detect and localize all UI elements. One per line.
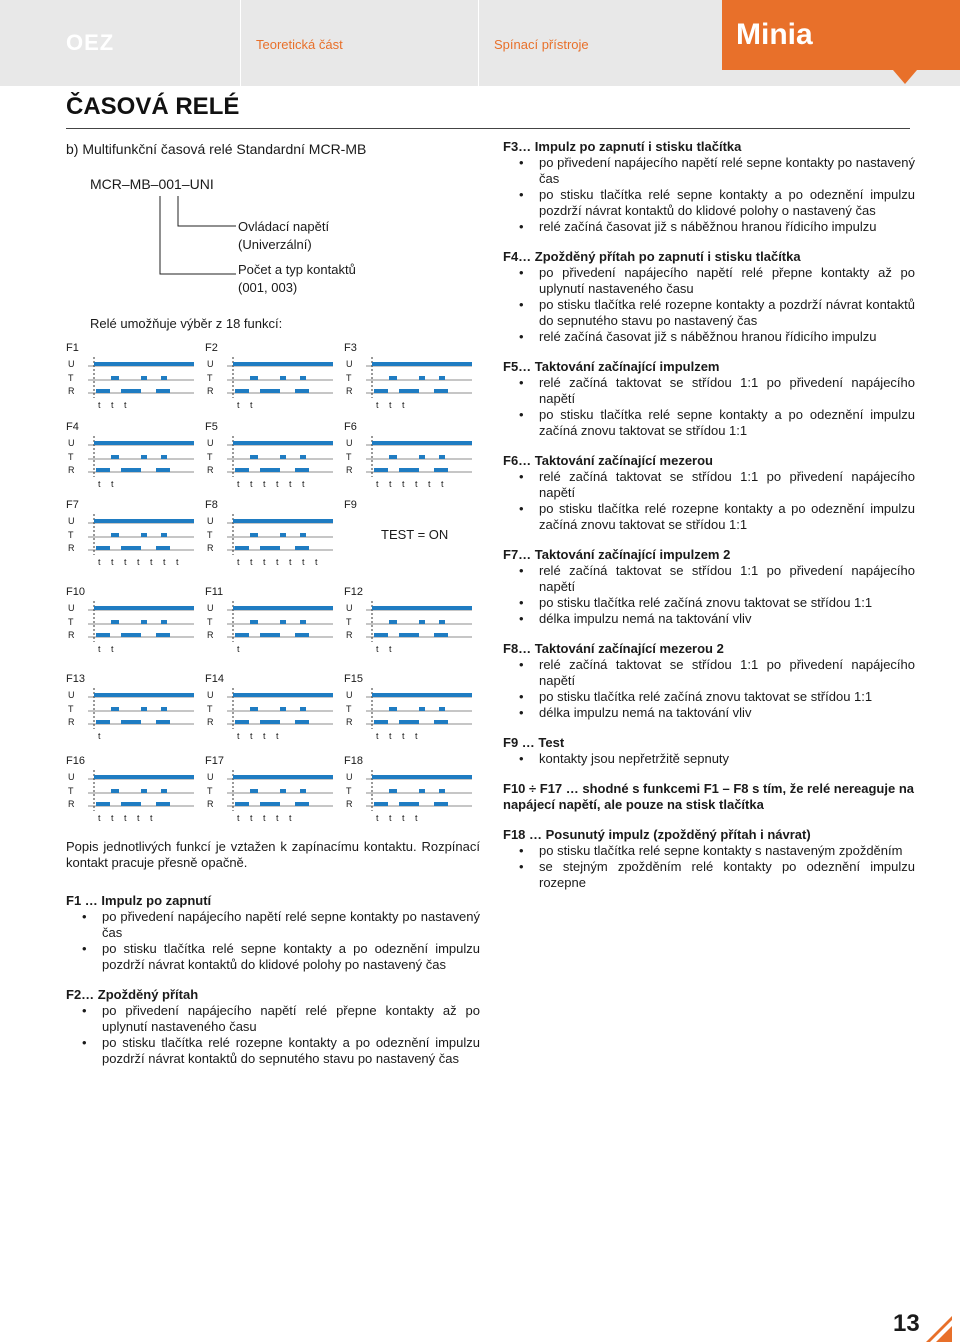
time-mark: t [263,479,266,489]
callout-contacts-line2: (001, 003) [238,280,298,295]
bullet-list [503,843,915,891]
time-mark: t [263,731,266,741]
timing-diagram-f10 [66,586,194,666]
time-mark: t [137,813,140,823]
time-mark: t [402,813,405,823]
function-heading: F3… Impulz po zapnutí i stisku tlačítka [503,139,742,154]
axis-label-r: R [68,386,75,396]
axis-label-t: T [207,452,213,462]
left-section [66,893,480,973]
diagram-label: F3 [344,342,357,354]
bullet-item: • po stisku tlačítka relé začíná znovu taktovat se střídou 1:1 [503,595,915,611]
time-mark: t [124,400,127,410]
bullet-item: • po stisku tlačítka relé rozepne kontakty a pozdrží návrat kontaktů do sepnutého stavu po nastavený čas [503,297,915,329]
time-mark: t [402,479,405,489]
time-mark: t [237,479,240,489]
axis-label-r: R [207,630,214,640]
time-mark: t [163,557,166,567]
axis-label-r: R [68,630,75,640]
time-mark: t [98,644,101,654]
bullet-item: • po stisku tlačítka relé sepne kontakty a po odeznění impulzu pozdrží návrat kontaktů do klidové polohy po nastavený čas [66,941,480,973]
callout-contacts-line1: Počet a typ kontaktů [238,262,356,277]
axis-label-t: T [207,617,213,627]
timing-waveform [205,673,333,753]
brand-label: Minia [736,18,813,51]
timing-diagram-f2 [205,342,333,422]
diagram-label: F8 [205,499,218,511]
axis-label-u: U [68,516,75,526]
time-mark: t [402,400,405,410]
axis-label-t: T [68,704,74,714]
timing-diagram-f6 [344,421,472,501]
bullet-item: • po přivedení napájecího napětí relé sepne kontakty po nastavený čas [503,155,915,187]
time-mark: t [441,479,444,489]
timing-diagram-f16 [66,755,194,835]
time-mark: t [376,813,379,823]
time-mark: t [250,400,253,410]
time-mark: t [250,479,253,489]
time-mark: t [111,479,114,489]
section-heading: b) Multifunkční časová relé Standardní MCR-MB [66,141,367,157]
time-mark: t [389,479,392,489]
timing-diagram-f1 [66,342,194,422]
right-section [503,139,915,235]
time-mark: t [389,400,392,410]
bullet-item: • po stisku tlačítka relé rozepne kontakty a po odeznění impulzu začíná znovu taktovat se střídou 1:1 [503,501,915,533]
axis-label-u: U [68,603,75,613]
axis-label-u: U [207,603,214,613]
function-heading: F8… Taktování začínající mezerou 2 [503,641,724,656]
timing-diagram-f14 [205,673,333,753]
time-mark: t [415,731,418,741]
diagram-label: F9 [344,499,357,511]
diagram-label: F10 [66,586,85,598]
page-number: 13 [893,1310,920,1337]
axis-label-t: T [346,373,352,383]
page-title: ČASOVÁ RELÉ [66,93,240,120]
time-mark: t [415,479,418,489]
function-heading: F9 … Test [503,735,565,750]
time-mark: t [263,813,266,823]
axis-label-u: U [68,359,75,369]
time-mark: t [376,400,379,410]
time-mark: t [111,644,114,654]
bullet-item: • se stejným zpožděním relé kontakty po odeznění impulzu rozepne [503,859,915,891]
time-mark: t [402,731,405,741]
bullet-item: • relé začíná taktovat se střídou 1:1 po přivedení napájecího napětí [503,563,915,595]
bullet-item: • po stisku tlačítka relé rozepne kontakty a po odeznění impulzu pozdrží návrat kontaktů do sepnutého stavu po nastavený čas [66,1035,480,1067]
title-divider [66,128,910,129]
axis-label-t: T [68,530,74,540]
time-mark: t [289,813,292,823]
timing-waveform [205,755,333,835]
axis-label-r: R [346,630,353,640]
axis-label-r: R [207,465,214,475]
function-heading: F4… Zpožděný přítah po zapnutí i stisku tlačítka [503,249,801,264]
time-mark: t [124,557,127,567]
axis-label-u: U [346,690,353,700]
axis-label-r: R [68,465,75,475]
axis-label-r: R [68,799,75,809]
axis-label-u: U [346,359,353,369]
axis-label-u: U [346,438,353,448]
timing-waveform [66,755,194,835]
right-section [503,641,915,721]
timing-waveform [205,421,333,501]
axis-label-t: T [346,786,352,796]
axis-label-t: T [207,530,213,540]
corner-arrow-icon [926,1316,952,1342]
bullet-item: • po stisku tlačítka relé sepne kontakty s nastaveným zpožděním [503,843,915,859]
right-section [503,453,915,533]
time-mark: t [276,731,279,741]
bullet-list [503,563,915,627]
timing-diagram-f18 [344,755,472,835]
timing-waveform [66,342,194,422]
callout-contacts [238,262,356,296]
bullet-item: • relé začíná časovat již s náběžnou hranou řídicího impulzu [503,329,915,345]
timing-diagram-f15 [344,673,472,753]
right-section [503,547,915,627]
bullet-item: • po stisku tlačítka relé začíná znovu taktovat se střídou 1:1 [503,689,915,705]
brand-tab [722,0,960,70]
diagram-label: F13 [66,673,85,685]
axis-label-t: T [207,373,213,383]
timing-diagram-f4 [66,421,194,501]
bullet-item: • po stisku tlačítka relé sepne kontakty a po odeznění impulzu začíná znovu taktovat se střídou 1:1 [503,407,915,439]
bullet-list [66,1003,480,1067]
axis-label-r: R [346,799,353,809]
time-mark: t [376,644,379,654]
nav-switching[interactable]: Spínací přístroje [494,37,589,52]
timing-diagram-f12 [344,586,472,666]
axis-label-u: U [207,359,214,369]
axis-label-r: R [346,465,353,475]
timing-waveform [344,586,472,666]
function-heading: F5… Taktování začínající impulzem [503,359,720,374]
timing-diagram-f3 [344,342,472,422]
note-text: Popis jednotlivých funkcí je vztažen k zapínacímu kontaktu. Rozpínací kontakt pracuje přesně opačně. [66,839,480,870]
bullet-item: • relé začíná taktovat se střídou 1:1 po přivedení napájecího napětí [503,469,915,501]
timing-waveform [66,586,194,666]
axis-label-r: R [68,543,75,553]
diagram-label: F7 [66,499,79,511]
oez-logo: OEZ [66,30,115,55]
axis-label-r: R [207,386,214,396]
function-heading: F7… Taktování začínající impulzem 2 [503,547,731,562]
bullet-list [503,265,915,345]
time-mark: t [137,557,140,567]
time-mark: t [237,644,240,654]
time-mark: t [124,813,127,823]
time-mark: t [98,731,101,741]
bullet-list [503,469,915,533]
diagram-label: F17 [205,755,224,767]
time-mark: t [389,731,392,741]
axis-label-r: R [68,717,75,727]
timing-diagram-f8 [205,499,333,579]
axis-label-u: U [346,603,353,613]
bullet-list [503,155,915,235]
bullet-item: • kontakty jsou nepřetržitě sepnuty [503,751,915,767]
axis-label-r: R [346,386,353,396]
right-section [503,781,915,813]
time-mark: t [428,479,431,489]
timing-waveform [344,421,472,501]
right-section [503,249,915,345]
timing-diagram-f13 [66,673,194,753]
bullet-item: • relé začíná taktovat se střídou 1:1 po přivedení napájecího napětí [503,657,915,689]
time-mark: t [237,557,240,567]
bullet-list [503,751,915,767]
time-mark: t [98,400,101,410]
diagram-label: F4 [66,421,79,433]
bullet-item: • po přivedení napájecího napětí relé sepne kontakty po nastavený čas [66,909,480,941]
bullet-list [503,375,915,439]
axis-label-r: R [207,717,214,727]
time-mark: t [176,557,179,567]
axis-label-r: R [207,543,214,553]
axis-label-u: U [207,516,214,526]
header-divider [240,0,241,86]
function-heading: F10 ÷ F17 … shodné s funkcemi F1 – F8 s tím, že relé nereaguje na napájecí napětí, ale pouze na stisk tlačítka [503,781,914,812]
axis-label-u: U [68,772,75,782]
time-mark: t [111,557,114,567]
time-mark: t [302,479,305,489]
time-mark: t [250,557,253,567]
function-heading: F2… Zpožděný přítah [66,987,199,1002]
right-function-descriptions [503,139,915,905]
time-mark: t [376,731,379,741]
time-mark: t [111,400,114,410]
time-mark: t [150,557,153,567]
time-mark: t [289,479,292,489]
time-mark: t [376,479,379,489]
left-section [66,987,480,1067]
timing-waveform [205,586,333,666]
axis-label-t: T [68,373,74,383]
time-mark: t [276,557,279,567]
axis-label-u: U [68,690,75,700]
callout-voltage-line1: Ovládací napětí [238,219,330,234]
time-mark: t [111,813,114,823]
bullet-item: • po přivedení napájecího napětí relé přepne kontakty až po uplynutí nastaveného času [66,1003,480,1035]
time-mark: t [237,813,240,823]
axis-label-r: R [207,799,214,809]
time-mark: t [302,557,305,567]
timing-waveform [205,342,333,422]
header-divider [478,0,479,86]
axis-label-t: T [207,786,213,796]
timing-waveform [66,421,194,501]
diagram-label: F15 [344,673,363,685]
diagram-label: F5 [205,421,218,433]
right-section [503,735,915,767]
time-mark: t [315,557,318,567]
function-heading: F1 … Impulz po zapnutí [66,893,212,908]
time-mark: t [250,731,253,741]
diagram-label: F6 [344,421,357,433]
diagram-label: F1 [66,342,79,354]
time-mark: t [289,557,292,567]
time-mark: t [389,644,392,654]
time-mark: t [389,813,392,823]
time-mark: t [415,813,418,823]
bullet-item: • po stisku tlačítka relé sepne kontakty a po odeznění impulzu pozdrží návrat kontaktů do klidové polohy o nastavený čas [503,187,915,219]
callout-voltage-line2: (Univerzální) [238,237,312,252]
right-section [503,359,915,439]
time-mark: t [237,731,240,741]
timing-diagram-f7 [66,499,194,579]
axis-label-u: U [207,772,214,782]
time-mark: t [237,400,240,410]
diagram-label: F12 [344,586,363,598]
timing-waveform [344,673,472,753]
diagram-label: F2 [205,342,218,354]
time-mark: t [98,557,101,567]
right-section [503,827,915,891]
axis-label-u: U [207,438,214,448]
time-mark: t [98,813,101,823]
bullet-item: • délka impulzu nemá na taktování vliv [503,705,915,721]
axis-label-u: U [68,438,75,448]
time-mark: t [98,479,101,489]
timing-diagram-f11 [205,586,333,666]
timing-waveform [205,499,333,579]
timing-diagram-f5 [205,421,333,501]
diagram-label: F14 [205,673,224,685]
timing-waveform [344,755,472,835]
axis-label-t: T [346,617,352,627]
axis-label-t: T [68,452,74,462]
time-mark: t [276,813,279,823]
product-code: MCR–MB–001–UNI [90,176,214,192]
left-function-descriptions [66,893,480,1081]
axis-label-u: U [207,690,214,700]
axis-label-t: T [68,617,74,627]
timing-diagram-f17 [205,755,333,835]
bullet-item: • relé začíná časovat již s náběžnou hranou řídicího impulzu [503,219,915,235]
time-mark: t [250,813,253,823]
axis-label-t: T [68,786,74,796]
diagram-label: F16 [66,755,85,767]
diagram-label: F11 [205,586,224,598]
time-mark: t [263,557,266,567]
nav-theory[interactable]: Teoretická část [256,37,343,52]
bullet-item: • po přivedení napájecího napětí relé přepne kontakty až po uplynutí nastaveného času [503,265,915,297]
axis-label-r: R [346,717,353,727]
axis-label-t: T [207,704,213,714]
time-mark: t [150,813,153,823]
bullet-item: • relé začíná taktovat se střídou 1:1 po přivedení napájecího napětí [503,375,915,407]
timing-waveform [344,342,472,422]
function-select-label: Relé umožňuje výběr z 18 funkcí: [90,316,283,331]
function-heading: F18 … Posunutý impulz (zpožděný přítah i návrat) [503,827,811,842]
bullet-list [66,909,480,973]
test-on-label: TEST = ON [381,527,449,542]
callout-voltage [238,219,329,253]
time-mark: t [276,479,279,489]
diagram-label: F18 [344,755,363,767]
timing-waveform [66,499,194,579]
bullet-item: • délka impulzu nemá na taktování vliv [503,611,915,627]
axis-label-u: U [346,772,353,782]
function-heading: F6… Taktování začínající mezerou [503,453,713,468]
axis-label-t: T [346,452,352,462]
axis-label-t: T [346,704,352,714]
bullet-list [503,657,915,721]
brand-pointer-icon [893,70,917,84]
timing-waveform [66,673,194,753]
